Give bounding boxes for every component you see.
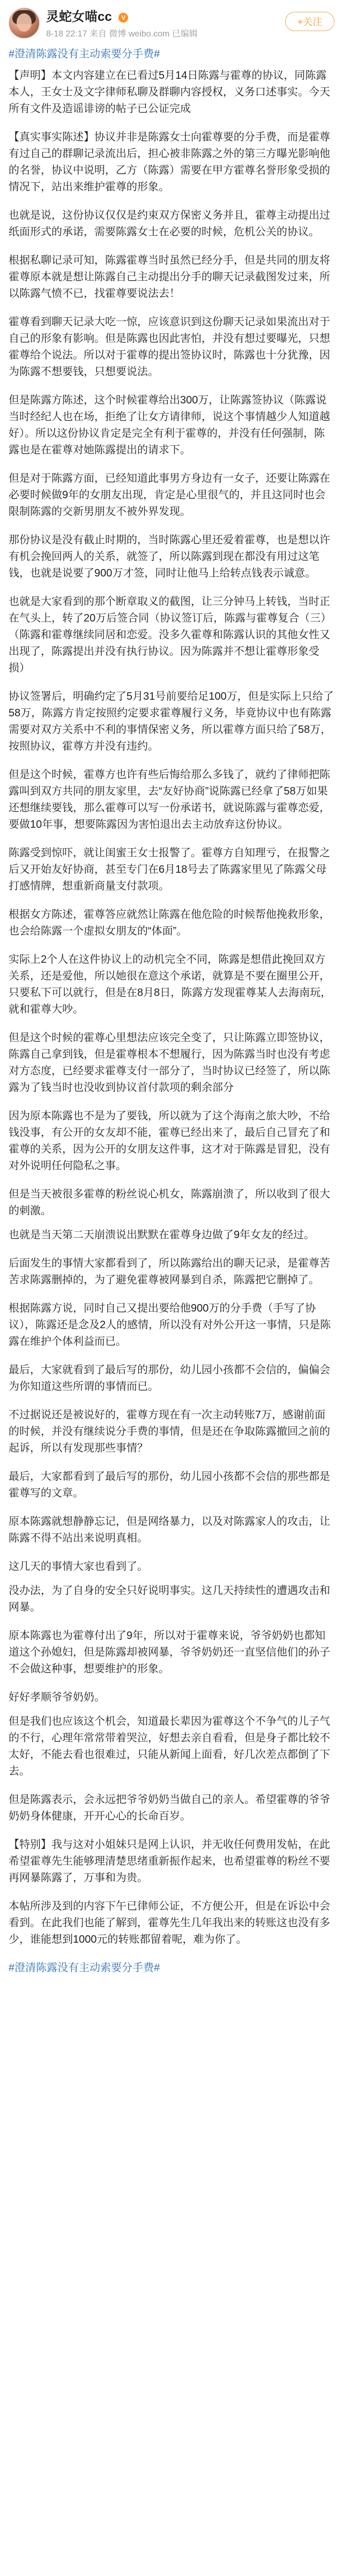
topic-hashtag[interactable]: #澄清陈露没有主动索要分手费# <box>9 48 160 60</box>
closing-hashtag[interactable]: #澄清陈露没有主动索要分手费# <box>9 1962 160 1974</box>
paragraph-5: 霍尊看到聊天记录大吃一惊，应该意识到这份聊天记录如果流出对于自己的形象有影响。但是陈露也因此害怕，并没有想过要曝光，只想霍尊给个说法。所以对于霍尊的提出签协议时，陈露也十分犹豫，因为陈露不想要钱，只想要说法。 <box>9 316 330 378</box>
paragraph-20: 根据陈露方说，同时自己又提出要给他900万的分手费（手写了协议），陈露还是念及2人的感情，所以没有对外公开这一事情，只是陈露在维护个体利益而已。 <box>9 1302 331 1347</box>
paragraph-4: 根据私聊记录可知，陈露霍尊当时虽然已经分手，但是共同的朋友将霍尊原本就是想让陈露自己主动提出分手的聊天记录截图发过来，所以陈露气愤不已，找霍尊要说法去！ <box>9 254 330 299</box>
paragraph-3: 也就是说，这份协议仅仅是约束双方保密义务并且，霍尊主动提出过纸面形式的承诺，需要陈露女士在必要的时候，危机公关的协议。 <box>9 209 330 238</box>
avatar-face <box>17 13 32 32</box>
paragraph-30: 但是陈露表示，会永远把爷爷奶奶当做自己的亲人。希望霍尊的爷爷奶奶身体健康，开开心心的长命百岁。 <box>9 1794 330 1822</box>
timestamp: 8-18 22:17 <box>46 29 87 39</box>
paragraph-22: 不过据说还是被说好的，霍尊方现在有一次主动转账7万，感谢前面的时候，并没有继续说分手费的事情，但是还在争取陈露撤回之前的起诉，所以有发现那些事情？ <box>9 1409 330 1454</box>
paragraph-16: 因为原本陈露也不是为了要钱，所以就为了这个海南之旅大吵，不给钱没事，有公开的女友却不能，霍尊已经出来了，最后自己冒充了和霍尊的关系，因为公开的女朋友这件事，这才对于陈露是冒犯，没有对外说明任何隐私之事。 <box>9 1110 330 1172</box>
paragraph-24: 原本陈露就想静静忘记，但是网络暴力，以及对陈露家人的攻击，让陈露不得不站出来说明真相。 <box>9 1516 330 1544</box>
paragraph-14: 实际上2个人在这件协议上的动机完全不同，陈露是想借此挽回双方关系，还是爱他，所以她很在意这个承诺，就算是不要在圈里公开，只要私下可以就行，但是在8月8日，陈露方发现霍尊某人去海南玩，就和霍尊大吵。 <box>9 954 332 1015</box>
post-meta <box>46 29 250 40</box>
paragraph-25: 这几天的事情大家也看到了。 <box>9 1561 148 1572</box>
avatar[interactable] <box>9 8 40 39</box>
follow-button[interactable]: +关注 <box>285 12 334 31</box>
paragraph-8: 那份协议是没有截止时期的，当时陈露心里还爱着霍尊，也是想以许有机会挽回两人的关系，就签了，所以陈露到现在都没有用过这笔钱，也就是说要了900万才签，同时让他马上给转点钱表示诚意。 <box>9 534 330 579</box>
edited-status: 已编辑 <box>172 29 198 39</box>
paragraph-13: 根据女方陈述，霍尊答应就然让陈露在他危险的时候帮他挽救形象，也会给陈露一个虚拟女朋友的“体面”。 <box>9 909 330 937</box>
author-name[interactable]: 灵蛇女喵cc <box>46 10 112 24</box>
paragraph-1: 【声明】本文内容建立在已看过5月14日陈露与霍尊的协议，同陈露本人，王女士及文字律师私聊及群聊内容授权，义务口述事实。今天所有文件及造谣诽谤的帖子已公证完成 <box>9 70 330 115</box>
paragraph-21: 最后，大家就看到了最后写的那份，幼儿园小孩都不会信的，偏偏会为你知道这些所谓的事情而已。 <box>9 1364 330 1392</box>
paragraph-2: 【真实事实陈述】协议并非是陈露女士向霍尊要的分手费，而是霍尊有过自己的群聊记录流出后，担心被非陈露之外的第三方曝光影响他的名誉，协议中说明，乙方（陈露）需要在甲方霍尊名誉形象受损的情况下，站出来维护霍尊的形象。 <box>9 131 330 193</box>
paragraph-10: 协议签署后，明确约定了5月31号前要给足100万，但是实际上只给了58万，陈露方肯定按照约定要求霍尊履行义务，毕竟协议中也有陈露需要对双方关系中不利的事情保密义务，所以霍尊方面只给了58万，按照协议，霍尊方并没有违约。 <box>9 691 334 752</box>
paragraph-18: 也就是当天第二天崩溃说出默默在霍尊身边做了9年女友的经过。 <box>9 1229 315 1241</box>
footer-space <box>9 1976 334 1981</box>
paragraph-6: 但是陈露方陈述，这个时候霍尊给出300万，让陈露签协议（陈露说当时经纪人也在场，拒绝了让女方请律师，说这个事情越少人知道越好）。所以这份协议肯定是完全有利于霍尊的，并没有任何强制，陈露也是在霍尊对她陈露提出的请求下。 <box>9 394 330 456</box>
paragraph-27: 原本陈露也为霍尊付出了9年，所以对于霍尊来说，爷爷奶奶也都知道这个孙媳妇，但是陈露却被网暴，爷爷奶奶还一直坚信他们的孙子不会做这种事，想要维护的形象。 <box>9 1630 330 1675</box>
paragraph-7: 但是对于陈露方面，已经知道此事男方身边有一女子，还要让陈露在必要时候做9年的女朋友出现，肯定是心里很气的，并且这同时也会限制陈露的交新男朋友不被外界发现。 <box>9 473 330 518</box>
post-content <box>0 46 343 1981</box>
paragraph-15: 但是这个时候的霍尊心里想法应该完全变了，只让陈露立即签协议，陈露自己拿到钱，但是霍尊根本不想履行，因为陈露当时也没有考虑对方态度，已经要求霍尊支付一部分了，当时协议已经签了，所以陈露为了钱当时也没收到协议首付款项的剩余部分 <box>9 1032 330 1094</box>
paragraph-17: 但是当天被很多霍尊的粉丝说心机女，陈露崩溃了，所以收到了很大的刺激。 <box>9 1188 330 1217</box>
paragraph-12: 陈露受到惊吓，就让闺蜜王女士报警了。霍尊方自知理亏，在报警之后又开始友好协商，甚至专门在6月18号去了陈露家里见了陈露父母打感情牌，想重新商量支付款项。 <box>9 847 330 892</box>
paragraph-11: 但是这个时候，霍尊方也许有些后悔给那么多钱了，就约了律师把陈露叫到双方共同的朋友家里，去“友好协商”说陈露已经拿了58万如果还想继续要钱，那么霍尊可以写一份承诺书，就说陈露与霍尊恋爱，要做10年事，想要陈露因为害怕退出去主动放弃这份协议。 <box>9 769 330 830</box>
author-name-row[interactable] <box>46 10 250 25</box>
paragraph-26: 没办法，为了自身的安全只好说明事实。这几天持续性的遭遇攻击和网暴。 <box>9 1585 330 1613</box>
paragraph-19: 后面发生的事情大家都看到了，所以陈露给出的聊天记录，是霍尊苦苦求陈露删掉的，为了避免霍尊被网暴到自杀，陈露把它删掉了。 <box>9 1257 330 1286</box>
paragraph-9: 也就是大家看到的那个断章取义的截图，让三分钟马上转钱，当时正在气头上，转了20万后签合同（协议签订后，陈露与霍尊复合（三）（陈露和霍尊继续同居和恋爱。没多久霍尊和陈露认识的其他女性又出现了，陈露提出并没有执行协议。因为陈露并不想让霍尊形象受损） <box>9 596 332 674</box>
vip-badge: V <box>118 13 128 23</box>
paragraph-28: 好好孝顺爷爷奶奶。 <box>9 1691 105 1703</box>
paragraph-23: 最后，大家都看到了最后写的那份，幼儿园小孩都不会信的那些都是霍尊写的文章。 <box>9 1471 330 1499</box>
user-block <box>46 10 250 40</box>
paragraph-29: 但是我们也应该这个机会，知道最长辈因为霍尊这个不争气的儿子气的不行，心理年常常带着哭泣，好想去亲自看看，但是身子都比较不太好，不能去看也很难过，只能从新闻上面看，好几次差点都倒了下去。 <box>9 1716 330 1777</box>
source-text: 来自 微博 weibo.com <box>89 29 170 39</box>
post-header <box>0 0 343 46</box>
paragraph-31: 【特别】我与这对小姐妹只是网上认识，并无收任何费用发帖，在此希望霍尊先生能够理清楚思绪重新振作起来，也希望霍尊的粉丝不要再网暴陈露了，万事和为贵。 <box>9 1839 330 1884</box>
paragraph-32: 本帖所涉及到的内容下午已律师公证，不方便公开，但是在诉讼中会看到。在此我们也能了解到，霍尊先生几年我出来的转账这也没有多少，谁能想到1000元的转账都留着呢，难为你了。 <box>9 1900 330 1945</box>
